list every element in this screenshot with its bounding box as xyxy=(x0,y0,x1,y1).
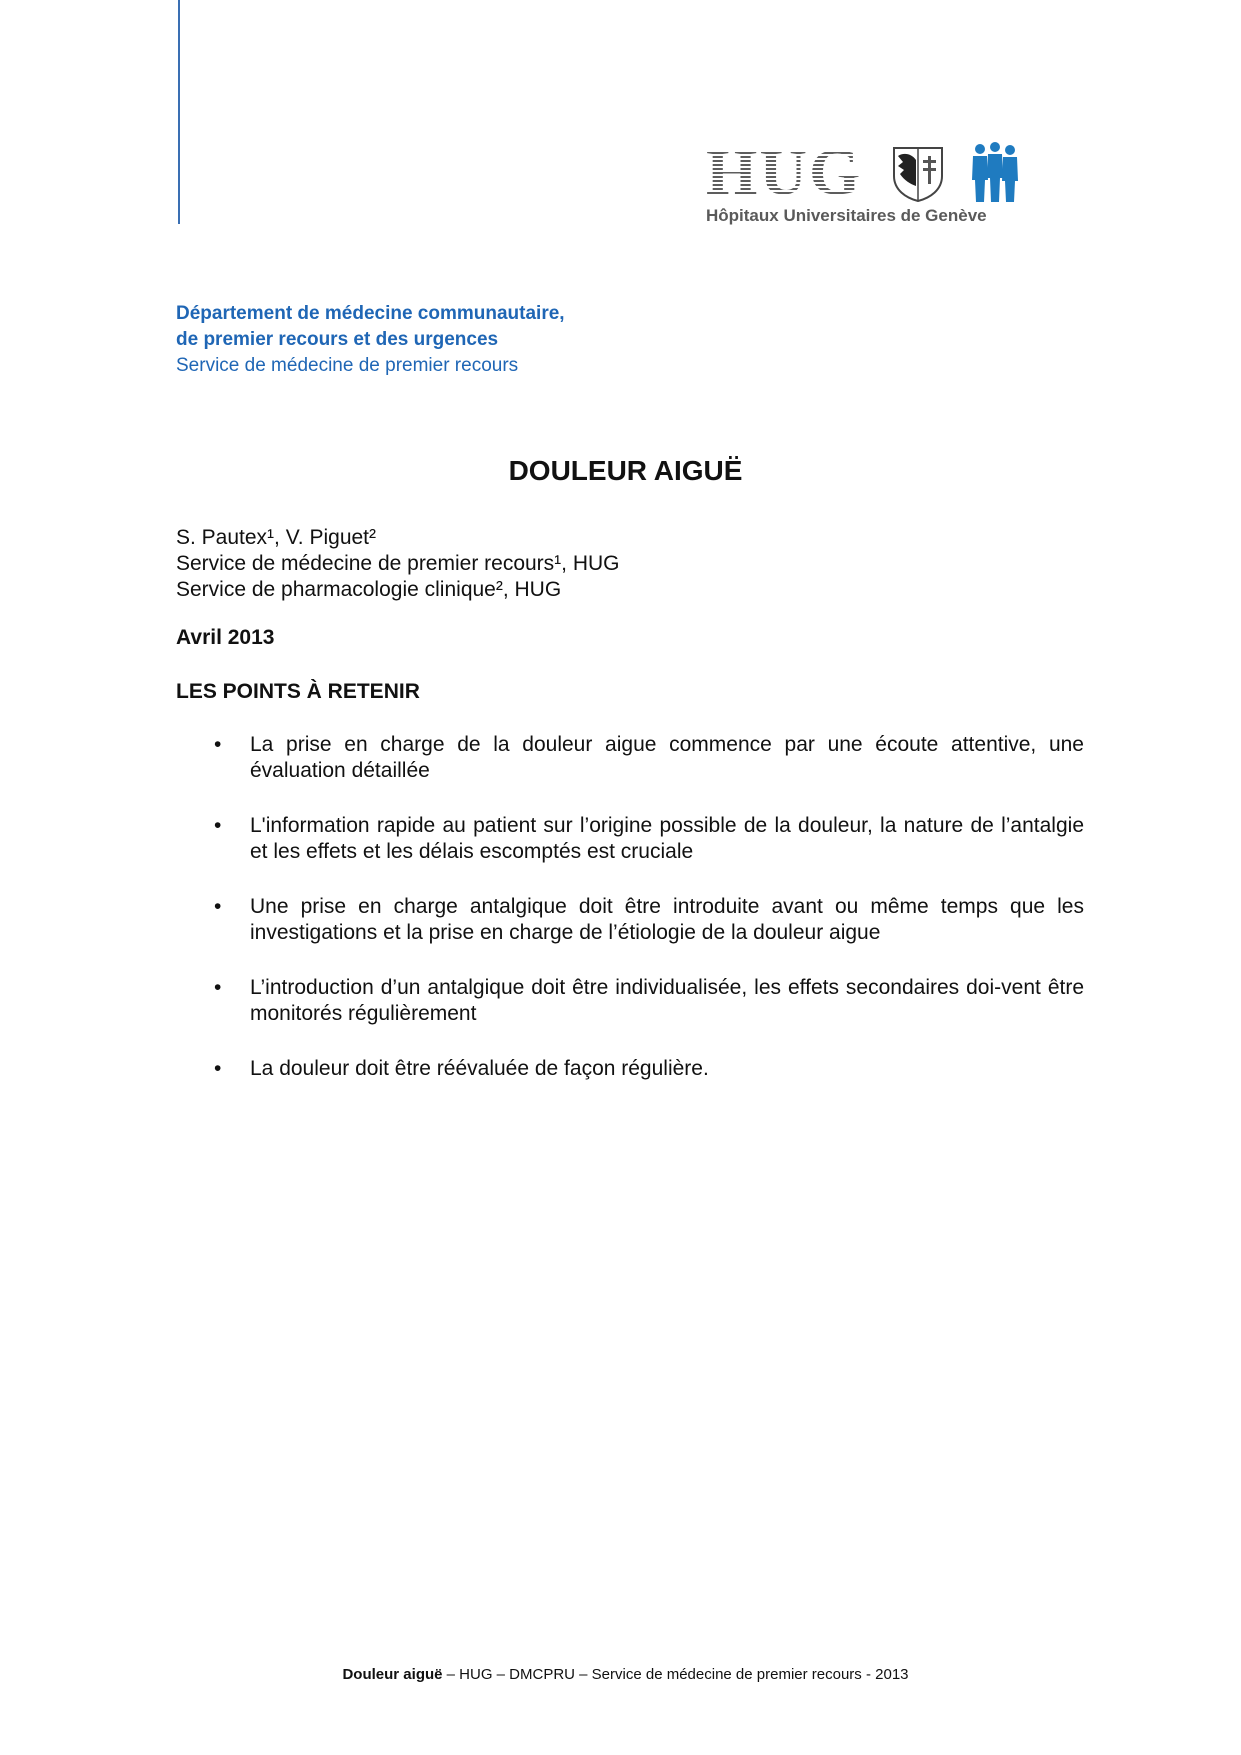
list-item xyxy=(176,975,1084,1027)
bullet-icon: • xyxy=(214,814,222,837)
list-item xyxy=(176,894,1084,946)
people-icon xyxy=(970,142,1020,204)
bullet-icon: • xyxy=(214,733,222,756)
section-title: LES POINTS À RETENIR xyxy=(176,680,420,703)
key-points-list xyxy=(176,732,1084,1111)
bullet-icon: • xyxy=(214,1057,222,1080)
bullet-icon: • xyxy=(214,895,222,918)
list-item xyxy=(176,813,1084,865)
list-item xyxy=(176,732,1084,784)
margin-rule xyxy=(178,0,180,224)
author-affiliation-2: Service de pharmacologie clinique², HUG xyxy=(176,578,562,601)
author-names: S. Pautex¹, V. Piguet² xyxy=(176,526,377,549)
logo-wordmark: HUG xyxy=(706,136,863,209)
page-footer xyxy=(0,1666,1241,1683)
footer-text: – HUG – DMCPRU – Service de médecine de premier recours - 2013 xyxy=(442,1666,909,1683)
author-affiliation-1: Service de médecine de premier recours¹, HUG xyxy=(176,552,620,575)
department-service: Service de médecine de premier recours xyxy=(176,355,519,376)
department-block xyxy=(176,301,565,379)
department-line-2: de premier recours et des urgences xyxy=(176,329,499,350)
document-title: DOULEUR AIGUË xyxy=(508,455,743,486)
point-text: La douleur doit être réévaluée de façon régulière. xyxy=(250,1057,709,1080)
point-text: La prise en charge de la douleur aigue commence par une écoute attentive, une évaluation détaillée xyxy=(250,733,1084,782)
authors-block xyxy=(176,525,620,603)
point-text: L'information rapide au patient sur l’origine possible de la douleur, la nature de l’antalgie et les effets et les délais escomptés est cruciale xyxy=(250,814,1084,863)
publication-date: Avril 2013 xyxy=(176,626,275,649)
geneva-shield-icon xyxy=(892,146,944,202)
point-text: Une prise en charge antalgique doit être introduite avant ou même temps que les investigations et la prise en charge de l’étiologie de la douleur aigue xyxy=(250,895,1084,944)
hug-logo xyxy=(706,136,1022,228)
point-text: L’introduction d’un antalgique doit être individualisée, les effets secondaires doi-vent être monitorés régulièrement xyxy=(250,976,1084,1025)
department-line-1: Département de médecine communautaire, xyxy=(176,303,565,324)
logo-subtitle: Hôpitaux Universitaires de Genève xyxy=(706,206,987,225)
footer-title: Douleur aiguë xyxy=(342,1666,443,1683)
list-item xyxy=(176,1056,1084,1082)
bullet-icon: • xyxy=(214,976,222,999)
